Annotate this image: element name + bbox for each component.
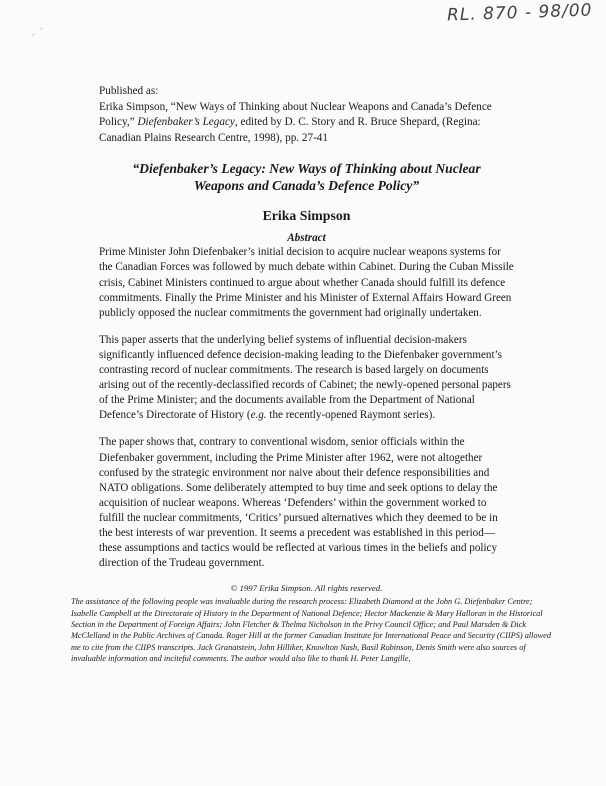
published-label: Published as: — [99, 85, 159, 97]
citation-tail: , edited by D. C. Story and R. Bruce Shepard, (Regina: Canadian Plains Research Centre, 1998), pp. 27-41 — [99, 116, 481, 144]
citation — [99, 100, 514, 147]
scan-speck — [32, 33, 35, 36]
paper-title: “Diefenbaker’s Legacy: New Ways of Thinking about Nuclear Weapons and Canada’s Defence Policy” — [132, 161, 481, 194]
paragraph-2-eg: e.g. — [250, 409, 267, 422]
document-body — [71, 84, 551, 665]
scan-speck — [40, 27, 43, 30]
abstract-paragraph-3: The paper shows that, contrary to conventional wisdom, senior officials within the Diefenbaker government, including the Prime Minister after 1962, were not altogether confused by the strategic environment nor naive about their defence responsibilities and NATO obligations. Some deliberately attempted to buy time and seek options to delay the acquisition of nuclear weapons. Whereas ‘Defenders’ within the government worked to fulfill the nuclear commitments, ‘Critics’ pursued alternatives which they deemed to be in the best interests of war prevention. It seems a precedent was established in this period—these assumptions and tactics would be reflected at various times in the beliefs and policy direction of the Trudeau government. — [99, 436, 498, 570]
author-name: Erika Simpson — [262, 208, 351, 224]
abstract-paragraph-2 — [99, 333, 514, 424]
citation-lead: Erika Simpson, “New Ways of Thinking about Nuclear Weapons and Canada’s Defence Policy,” — [99, 100, 492, 129]
citation-book-title: Diefenbaker’s Legacy — [137, 116, 235, 129]
publication-info — [99, 84, 514, 146]
paragraph-2-lead: This paper asserts that the underlying belief systems of influential decision-makers significantly influenced defence decision-making leading to the Diefenbaker government’s contrasting record of nuclear commitments. The research is based largely on documents arising out of the recently-declassified records of Cabinet; the newly-opened personal papers of the Prime Minister; and the documents available from the Department of National Defence’s Directorate of History ( — [99, 333, 511, 422]
abstract-heading: Abstract — [287, 232, 326, 245]
paragraph-2-tail: the recently-opened Raymont series). — [266, 409, 436, 422]
handwritten-reference-number: RL. 870 - 98/00 — [446, 0, 593, 26]
abstract-paragraph-1: Prime Minister John Diefenbaker’s initial decision to acquire nuclear weapons systems for the Canadian Forces was followed by much debate within Cabinet. During the Cuban Missile crisis, Cabinet Ministers continued to argue about whether Canada should fulfill its defence commitments. Finally the Prime Minister and his Minister of External Affairs Howard Green publicly opposed the nuclear commitments the government had originally undertaken. — [99, 246, 514, 319]
acknowledgements-footnote: The assistance of the following people was invaluable during the research process: Elizabeth Diamond at the John G. Diefenbaker Centre; Isabelle Campbell at the Directorate of History in the Department of National Defence; Hector Mackenzie & Mary Halloran in the Historical Section in the Department of Foreign Affairs; John Fletcher & Thelma Nicholson in the Privy Council Office; and Paul Marsden & Dick McClelland in the Public Archives of Canada. Roger Hill at the former Canadian Institute for International Peace and Security (CIIPS) allowed me to cite from the CIIPS transcripts. Jack Granatstein, John Hilliker, Knowlton Nash, Basil Robinson, Denis Smith were also sources of invaluable information and inciteful comments. The author would also like to thank H. Peter Langille, — [71, 597, 551, 664]
copyright-notice: © 1997 Erika Simpson. All rights reserved. — [230, 583, 383, 594]
